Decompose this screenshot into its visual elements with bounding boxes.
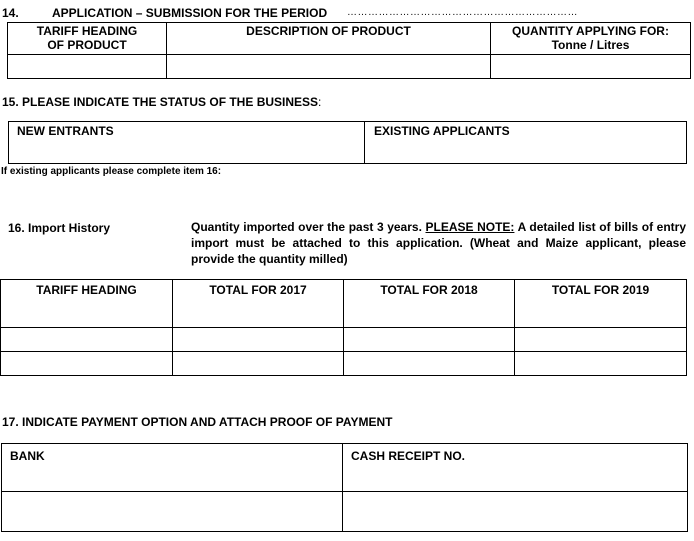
header-total-2019: TOTAL FOR 2019	[515, 280, 687, 328]
business-status-table	[8, 121, 687, 164]
payment-table-row	[2, 492, 688, 532]
section-14-number: 14.	[2, 6, 19, 20]
total-2017-cell[interactable]	[173, 352, 344, 376]
tariff-heading-cell[interactable]	[1, 352, 173, 376]
section-17-title: 17. INDICATE PAYMENT OPTION AND ATTACH PROOF OF PAYMENT	[2, 415, 393, 429]
tariff-heading-cell[interactable]	[1, 328, 173, 352]
section-14-title: APPLICATION – SUBMISSION FOR THE PERIOD	[52, 6, 328, 20]
total-2017-cell[interactable]	[173, 328, 344, 352]
cash-receipt-input-cell[interactable]	[343, 492, 688, 532]
header-total-2017: TOTAL FOR 2017	[173, 280, 344, 328]
header-description-of-product: DESCRIPTION OF PRODUCT	[167, 23, 491, 55]
bank-input-cell[interactable]	[2, 492, 343, 532]
please-note-label: PLEASE NOTE:	[425, 220, 515, 234]
import-history-table	[0, 279, 687, 376]
header-quantity-line2: Tonne / Litres	[551, 38, 630, 52]
existing-applicants-option[interactable]: EXISTING APPLICANTS	[365, 122, 687, 164]
header-tariff-heading: TARIFF HEADING	[1, 280, 173, 328]
import-history-description	[191, 219, 686, 267]
header-tariff-heading-line2: OF PRODUCT	[47, 38, 127, 52]
section-15-title-text: 15. PLEASE INDICATE THE STATUS OF THE BUSINESS	[2, 95, 319, 109]
submission-table-row	[8, 55, 691, 79]
section-16-title: 16. Import History	[8, 221, 111, 235]
period-dotted-line: …………………………………………………………	[347, 7, 578, 18]
import-history-desc-part2: A detailed list of bills of entry import must be attached to this application. (Wheat and Maize applicant, please provide the quantity milled)	[191, 220, 686, 266]
bank-label: BANK	[2, 444, 343, 492]
import-history-row	[1, 352, 687, 376]
header-tariff-heading-line1: TARIFF HEADING	[36, 24, 138, 38]
header-quantity-line1: QUANTITY APPLYING FOR:	[512, 24, 669, 38]
total-2018-cell[interactable]	[344, 328, 515, 352]
total-2018-cell[interactable]	[344, 352, 515, 376]
header-total-2018: TOTAL FOR 2018	[344, 280, 515, 328]
payment-table	[1, 443, 688, 532]
header-tariff-heading-of-product	[8, 23, 167, 55]
header-quantity-applying-for	[491, 23, 691, 55]
payment-table-header	[2, 444, 688, 492]
description-input-cell[interactable]	[167, 55, 491, 79]
section-15-colon: :	[318, 95, 322, 109]
quantity-input-cell[interactable]	[491, 55, 691, 79]
section-15-title	[2, 96, 321, 108]
submission-table	[7, 22, 691, 79]
submission-table-header	[8, 23, 691, 55]
cash-receipt-no-label: CASH RECEIPT NO.	[343, 444, 688, 492]
import-history-desc-part1: Quantity imported over the past 3 years.	[191, 220, 426, 234]
new-entrants-option[interactable]: NEW ENTRANTS	[9, 122, 365, 164]
existing-applicants-note: If existing applicants please complete item 16:	[1, 166, 222, 177]
import-history-header	[1, 280, 687, 328]
total-2019-cell[interactable]	[515, 352, 687, 376]
import-history-row	[1, 328, 687, 352]
total-2019-cell[interactable]	[515, 328, 687, 352]
tariff-heading-input-cell[interactable]	[8, 55, 167, 79]
